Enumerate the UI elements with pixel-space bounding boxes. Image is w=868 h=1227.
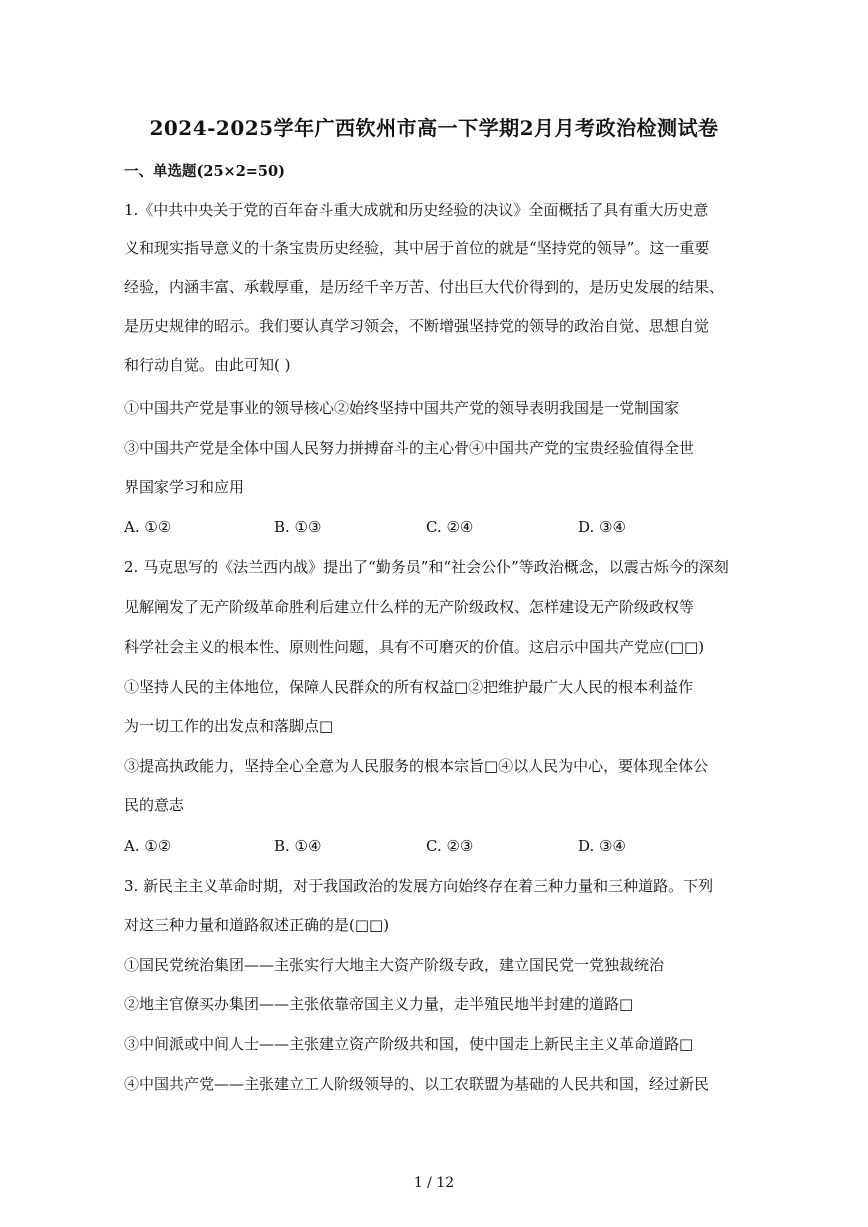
- page-title: 2024-2025学年广西钦州市高一下学期2月月考政治检测试卷: [149, 116, 719, 140]
- q1-line: ①中国共产党是事业的领导核心②始终坚持中国共产党的领导表明我国是一党制国家: [124, 399, 680, 417]
- q1-option-a: A. ①②: [124, 518, 172, 536]
- q3-line: ③中间派或中间人士——主张建立资产阶级共和国，使中国走上新民主主义革命道路□: [124, 1035, 694, 1053]
- q2-option-a: A. ①②: [124, 837, 172, 855]
- q1-option-d: D. ③④: [578, 518, 626, 536]
- q2-line: 民的意志: [124, 796, 185, 814]
- q1-line: 是历史规律的昭示。我们要认真学习领会，不断增强坚持党的领导的政治自觉、思想自觉: [124, 317, 710, 335]
- q1-line: 经验，内涵丰富、承载厚重，是历经千辛万苦、付出巨大代价得到的，是历史发展的结果、: [124, 278, 725, 296]
- q2-line: 见解阐发了无产阶级革命胜利后建立什么样的无产阶级政权、怎样建设无产阶级政权等: [124, 598, 695, 616]
- q2-option-c: C. ②③: [426, 837, 474, 855]
- q3-line: ②地主官僚买办集团——主张依靠帝国主义力量，走半殖民地半封建的道路□: [124, 995, 634, 1013]
- q1-option-b: B. ①③: [274, 518, 322, 536]
- q1-line: 1.《中共中央关于党的百年奋斗重大成就和历史经验的决议》全面概括了具有重大历史意: [124, 201, 709, 219]
- q2-option-d: D. ③④: [578, 837, 626, 855]
- q2-line: ①坚持人民的主体地位，保障人民群众的所有权益□②把维护最广大人民的根本利益作: [124, 678, 694, 696]
- q3-line: ①国民党统治集团——主张实行大地主大资产阶级专政，建立国民党一党独裁统治: [124, 956, 665, 974]
- q1-line: 和行动自觉。由此可知( ): [124, 356, 291, 374]
- page-number: 1 / 12: [413, 1175, 455, 1191]
- q2-option-b: B. ①④: [274, 837, 322, 855]
- q1-option-c: C. ②④: [426, 518, 474, 536]
- q1-line: ③中国共产党是全体中国人民努力拼搏奋斗的主心骨④中国共产党的宝贵经验值得全世: [124, 439, 695, 457]
- section-heading: 一、单选题(25×2=50): [124, 163, 285, 180]
- q1-line: 义和现实指导意义的十条宝贵历史经验，其中居于首位的就是“坚持党的领导”。这一重要: [124, 239, 710, 257]
- q3-line: 3. 新民主主义革命时期，对于我国政治的发展方向始终存在着三种力量和三种道路。下列: [124, 877, 714, 895]
- q1-line: 界国家学习和应用: [124, 478, 245, 496]
- q3-line: 对这三种力量和道路叙述正确的是(□□): [124, 916, 390, 934]
- q2-line: 2. 马克思写的《法兰西内战》提出了“勤务员”和“社会公仆”等政治概念，以震古烁今的深刻: [124, 558, 729, 576]
- q2-line: 为一切工作的出发点和落脚点□: [124, 717, 334, 735]
- q3-line: ④中国共产党——主张建立工人阶级领导的、以工农联盟为基础的人民共和国，经过新民: [124, 1075, 710, 1093]
- q2-line: 科学社会主义的根本性、原则性问题，具有不可磨灭的价值。这启示中国共产党应(□□): [124, 638, 705, 656]
- q2-line: ③提高执政能力，坚持全心全意为人民服务的根本宗旨□④以人民为中心，要体现全体公: [124, 757, 709, 775]
